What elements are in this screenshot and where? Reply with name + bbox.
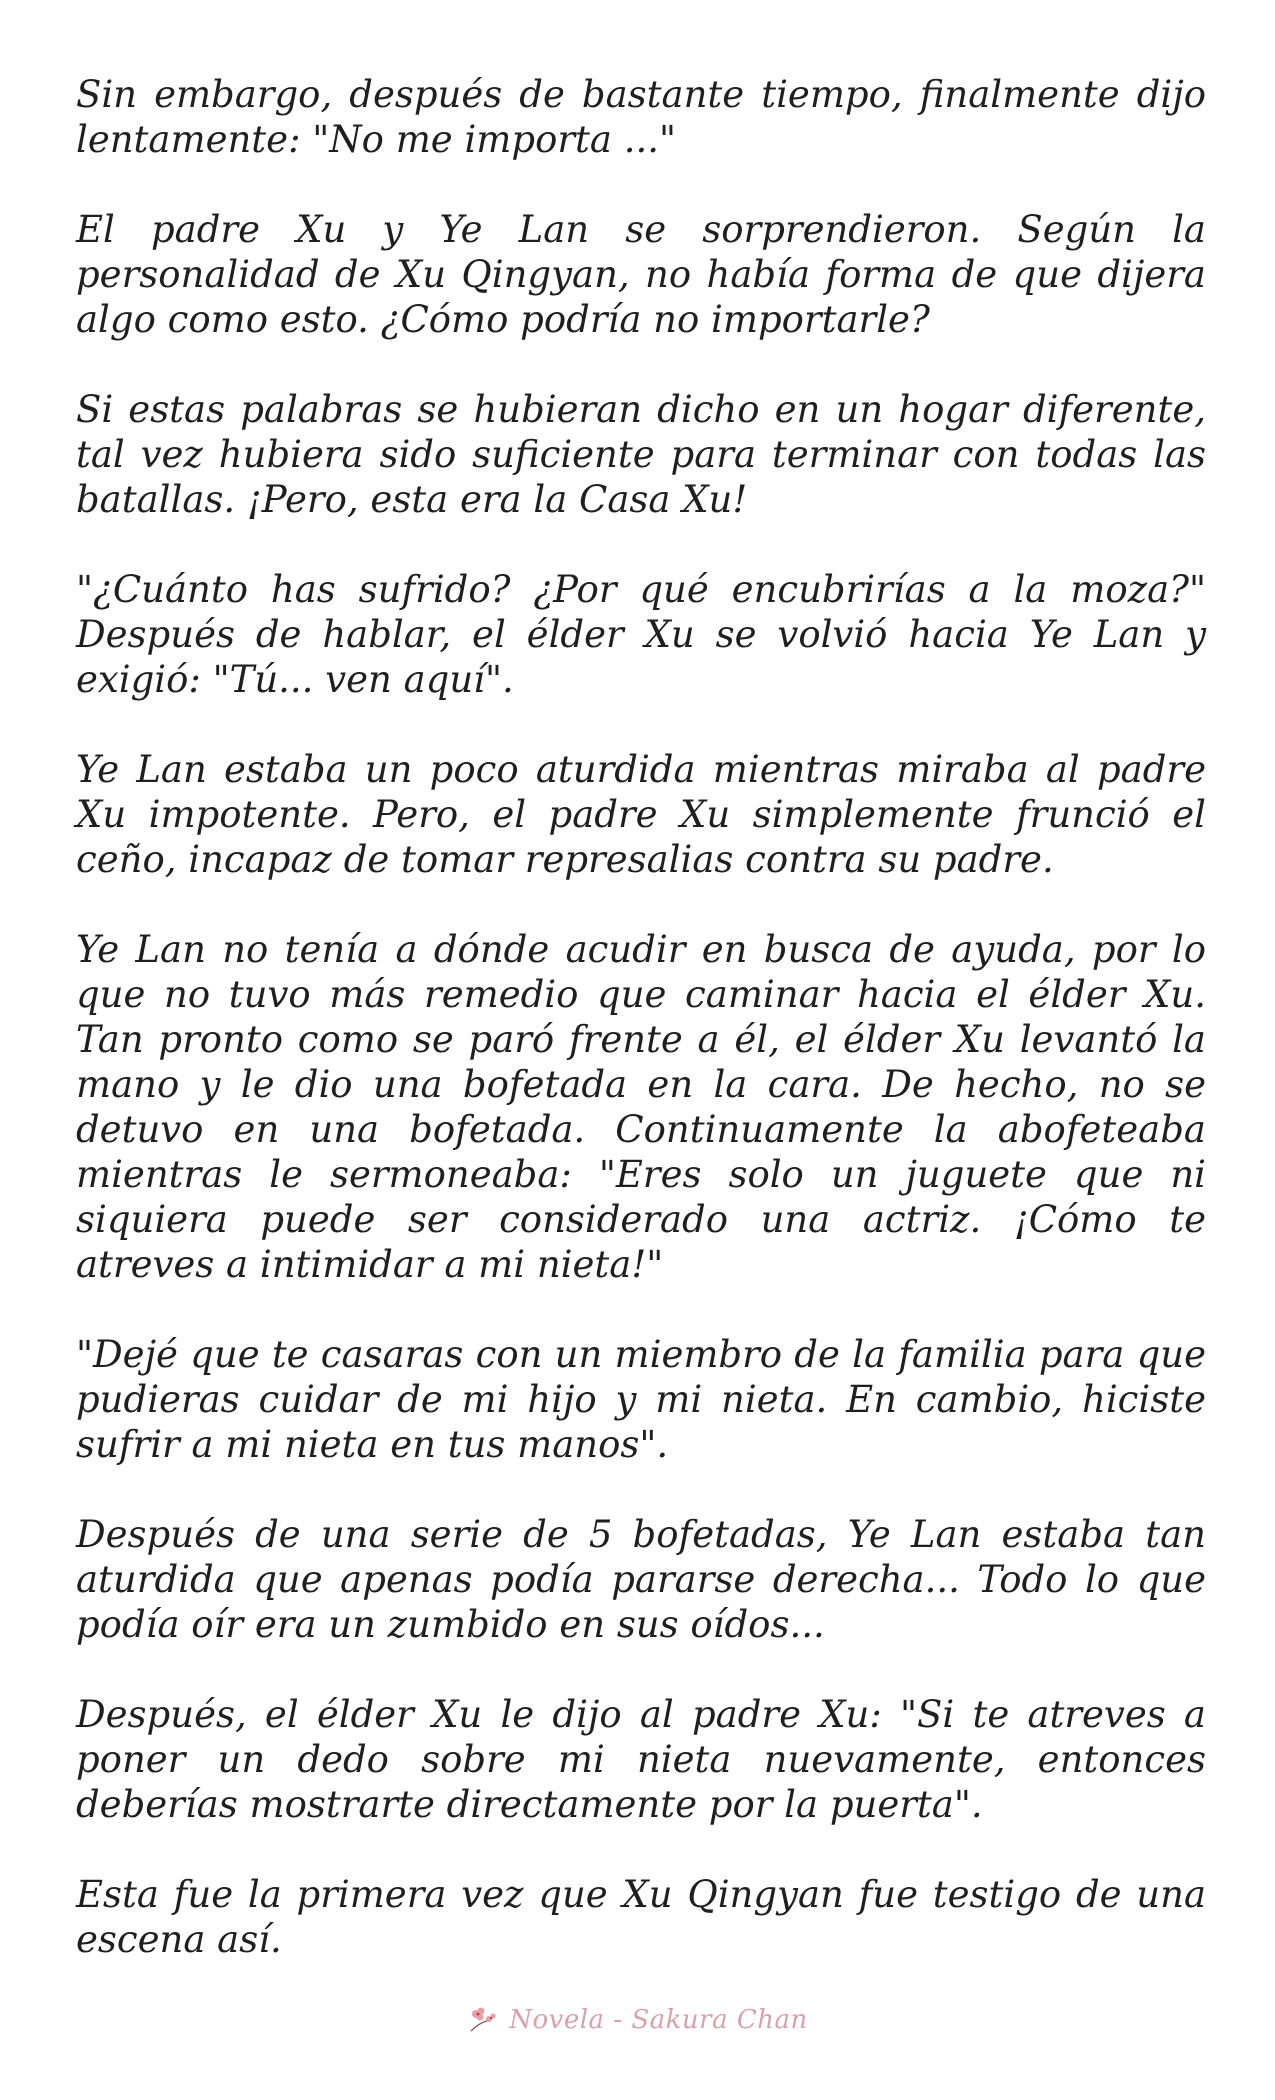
watermark-text: Novela - Sakura Chan xyxy=(509,2005,808,2035)
paragraph-7: "Dejé que te casaras con un miembro de la familia para que pudieras cuidar de mi hijo y mi nieta. En cambio, hiciste sufrir a mi nieta en tus manos". xyxy=(76,1333,1206,1466)
paragraph-1: Sin embargo, después de bastante tiempo, finalmente dijo lentamente: "No me importa ..." xyxy=(76,73,1206,161)
paragraph-6: Ye Lan no tenía a dónde acudir en busca de ayuda, por lo que no tuvo más remedio que caminar hacia el élder Xu. Tan pronto como se paró frente a él, el élder Xu levantó la mano y le dio una bofetada en la cara. De hecho, no se detuvo en una bofetada. Continuamente la abofeteaba mientras le sermoneaba: "Eres solo un juguete que ni siquiera puede ser considerado una actriz. ¡Cómo te atreves a intimidar a mi nieta!" xyxy=(76,928,1206,1286)
cherry-blossom-icon xyxy=(467,2005,501,2035)
paragraph-10: Esta fue la primera vez que Xu Qingyan fue testigo de una escena así. xyxy=(76,1873,1206,1961)
paragraph-3: Si estas palabras se hubieran dicho en un hogar diferente, tal vez hubiera sido suficiente para terminar con todas las batallas. ¡Pero, esta era la Casa Xu! xyxy=(76,388,1206,521)
paragraph-9: Después, el élder Xu le dijo al padre Xu: "Si te atreves a poner un dedo sobre mi nieta nuevamente, entonces deberías mostrarte directamente por la puerta". xyxy=(76,1693,1206,1826)
paragraph-2: El padre Xu y Ye Lan se sorprendieron. Según la personalidad de Xu Qingyan, no había forma de que dijera algo como esto. ¿Cómo podría no importarle? xyxy=(76,208,1206,341)
document-body xyxy=(76,72,1206,2007)
watermark xyxy=(0,2000,1275,2040)
paragraph-8: Después de una serie de 5 bofetadas, Ye Lan estaba tan aturdida que apenas podía pararse derecha... Todo lo que podía oír era un zumbido en sus oídos... xyxy=(76,1513,1206,1646)
paragraph-4: "¿Cuánto has sufrido? ¿Por qué encubrirías a la moza?" Después de hablar, el élder Xu se volvió hacia Ye Lan y exigió: "Tú... ven aquí". xyxy=(76,568,1206,701)
paragraph-5: Ye Lan estaba un poco aturdida mientras miraba al padre Xu impotente. Pero, el padre Xu simplemente frunció el ceño, incapaz de tomar represalias contra su padre. xyxy=(76,748,1206,881)
